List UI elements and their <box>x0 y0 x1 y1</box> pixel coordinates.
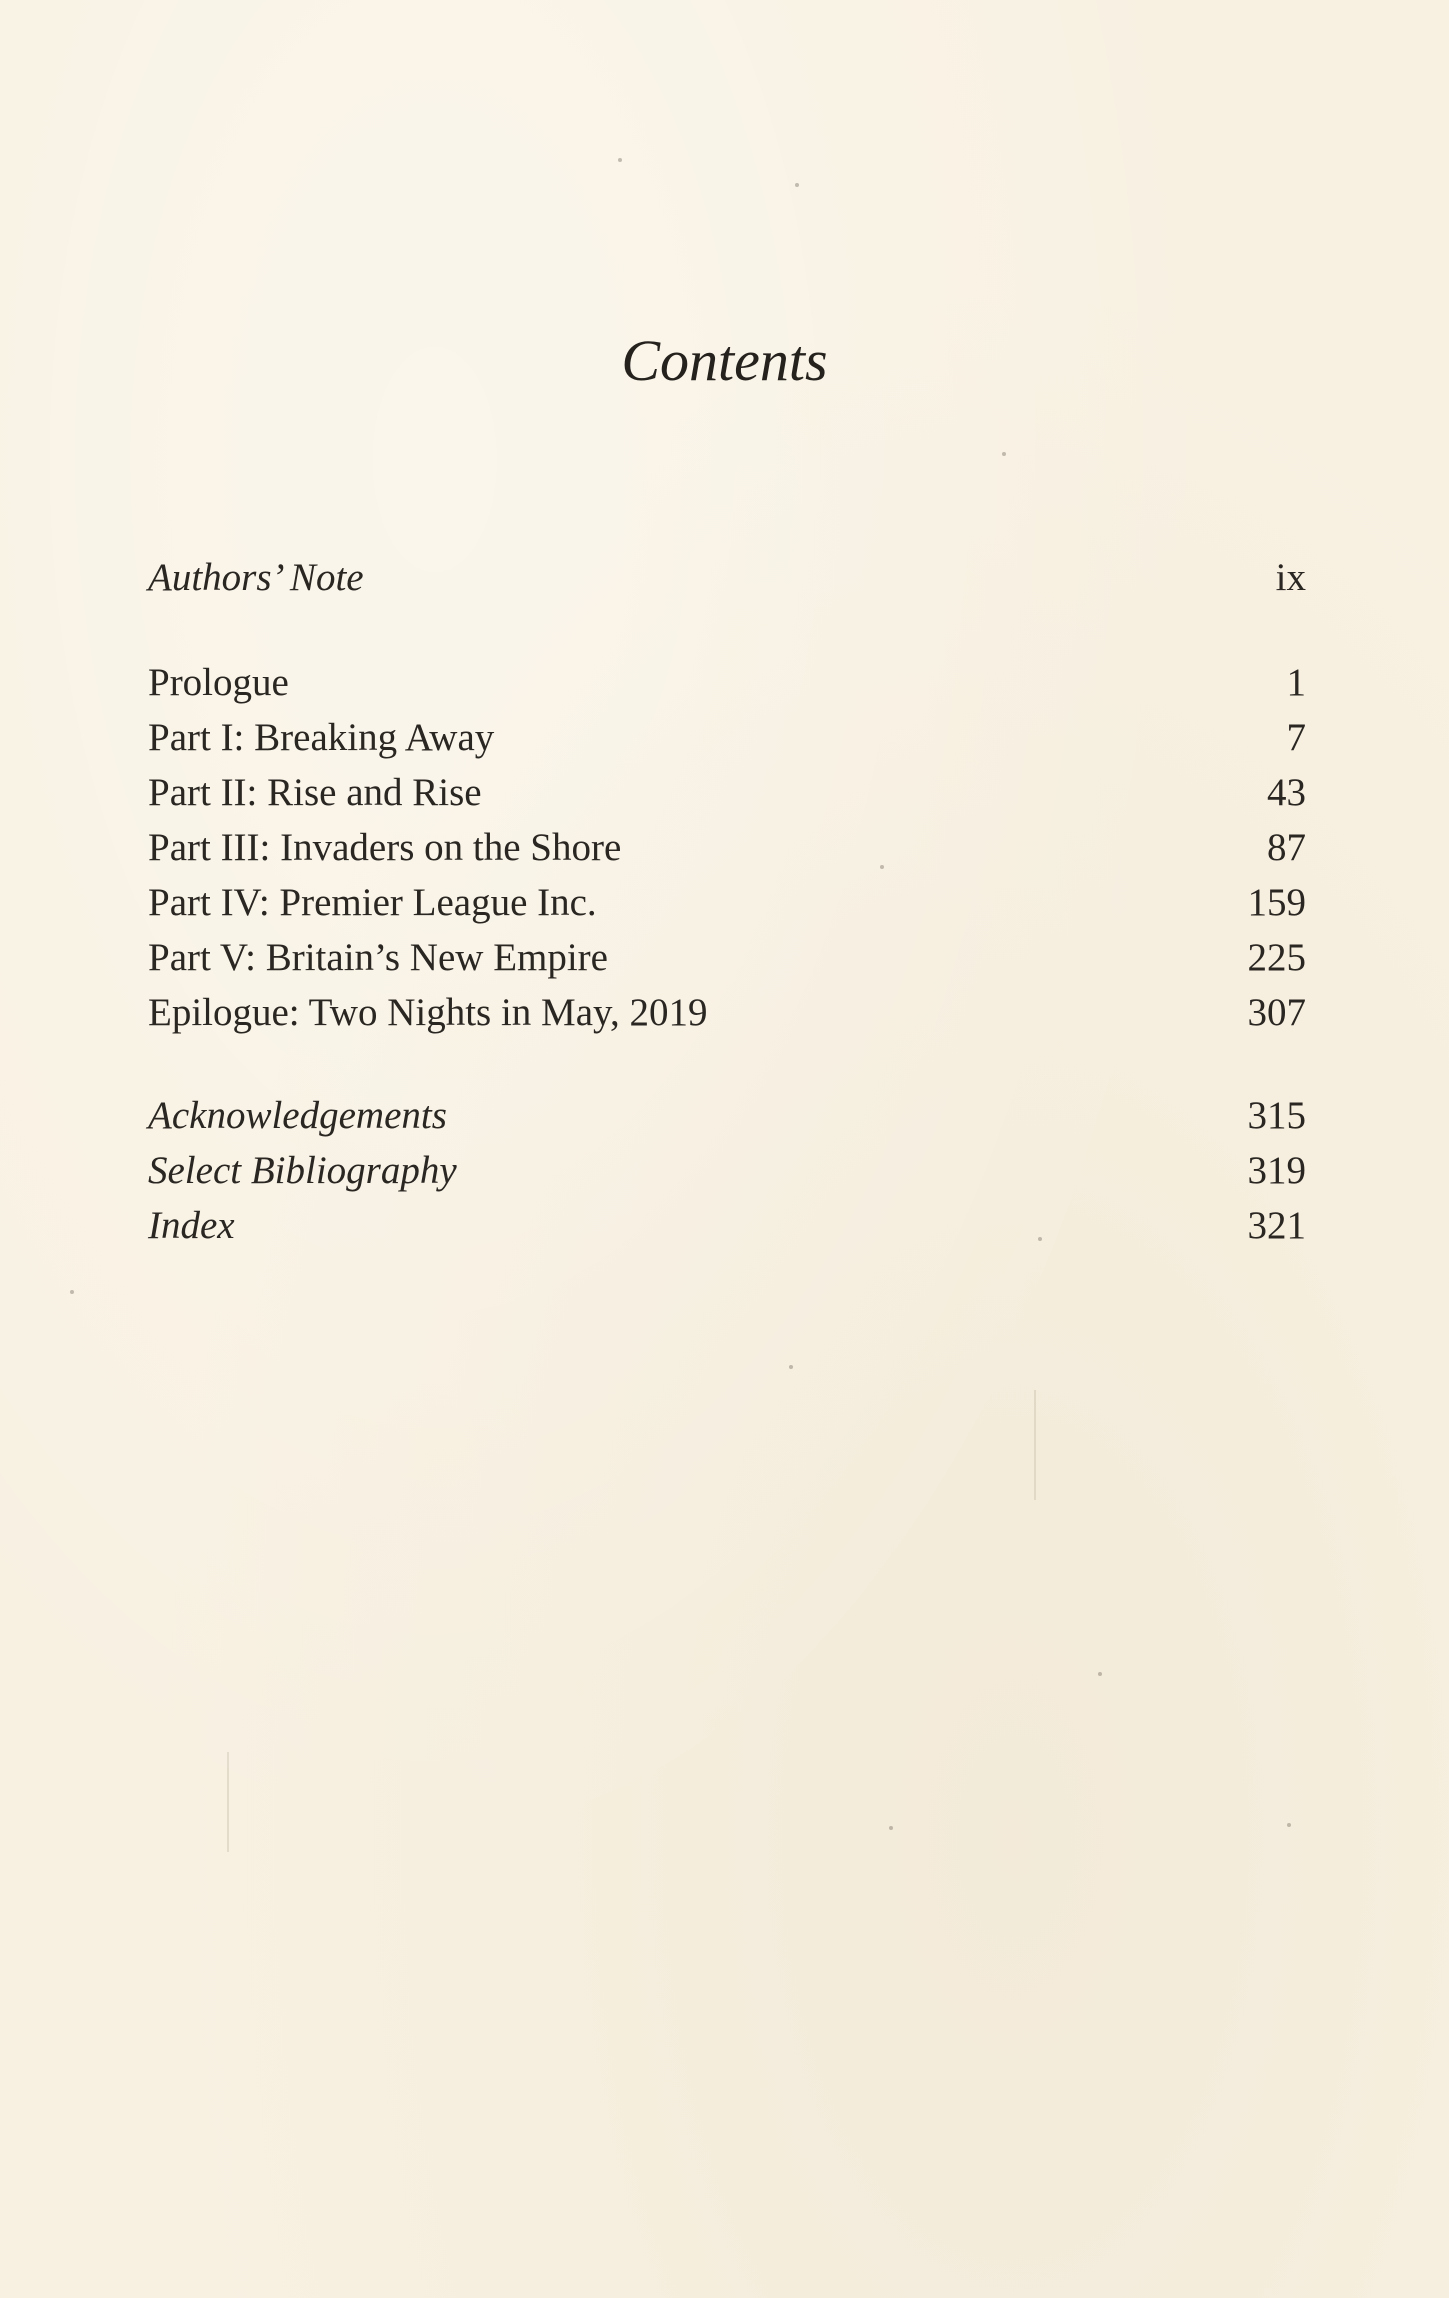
toc-entry[interactable] <box>148 985 1306 1040</box>
toc-front-matter <box>148 550 1306 605</box>
paper-speck <box>789 1365 793 1369</box>
toc-entry-page: 321 <box>1247 1204 1306 1247</box>
toc-entry-page: ix <box>1275 556 1306 599</box>
toc-entry-label: Part II: Rise and Rise <box>148 771 482 814</box>
toc-entry-label: Authors’ Note <box>148 556 364 599</box>
toc-entry[interactable] <box>148 550 1306 605</box>
paper-speck <box>1287 1823 1291 1827</box>
toc-entry[interactable] <box>148 1198 1306 1253</box>
toc-entry-page: 307 <box>1247 991 1306 1034</box>
paper-speck <box>70 1290 74 1294</box>
toc-entry-label: Select Bibliography <box>148 1149 457 1192</box>
toc-entry[interactable] <box>148 930 1306 985</box>
paper-speck <box>889 1826 893 1830</box>
toc-entry-page: 159 <box>1247 881 1306 924</box>
toc-entry-page: 315 <box>1247 1094 1306 1137</box>
toc-entry[interactable] <box>148 820 1306 875</box>
toc-entry-label: Part IV: Premier League Inc. <box>148 881 597 924</box>
paper-streak <box>1034 1390 1036 1500</box>
paper-speck <box>1098 1672 1102 1676</box>
paper-speck <box>1002 452 1006 456</box>
toc-entry[interactable] <box>148 765 1306 820</box>
toc-entry[interactable] <box>148 1143 1306 1198</box>
toc-entry-page: 43 <box>1267 771 1306 814</box>
toc-entry[interactable] <box>148 710 1306 765</box>
toc-entry-label: Part V: Britain’s New Empire <box>148 936 608 979</box>
toc-main-entries <box>148 655 1306 1040</box>
toc-entry-page: 87 <box>1267 826 1306 869</box>
toc-entry[interactable] <box>148 655 1306 710</box>
toc-entry-label: Part III: Invaders on the Shore <box>148 826 622 869</box>
toc-entry-label: Epilogue: Two Nights in May, 2019 <box>148 991 708 1034</box>
toc-entry-page: 7 <box>1286 716 1306 759</box>
toc-entry-label: Prologue <box>148 661 289 704</box>
toc-entry-page: 225 <box>1247 936 1306 979</box>
toc-back-matter <box>148 1088 1306 1253</box>
paper-streak <box>227 1752 229 1852</box>
toc-entry-page: 1 <box>1286 661 1306 704</box>
toc-entry-label: Acknowledgements <box>148 1094 447 1137</box>
paper-speck <box>795 183 799 187</box>
toc-entry[interactable] <box>148 875 1306 930</box>
toc-entry-label: Index <box>148 1204 235 1247</box>
paper-speck <box>618 158 622 162</box>
toc-entry-label: Part I: Breaking Away <box>148 716 495 759</box>
toc-entry-page: 319 <box>1247 1149 1306 1192</box>
toc-entry[interactable] <box>148 1088 1306 1143</box>
page-title: Contents <box>621 328 828 393</box>
